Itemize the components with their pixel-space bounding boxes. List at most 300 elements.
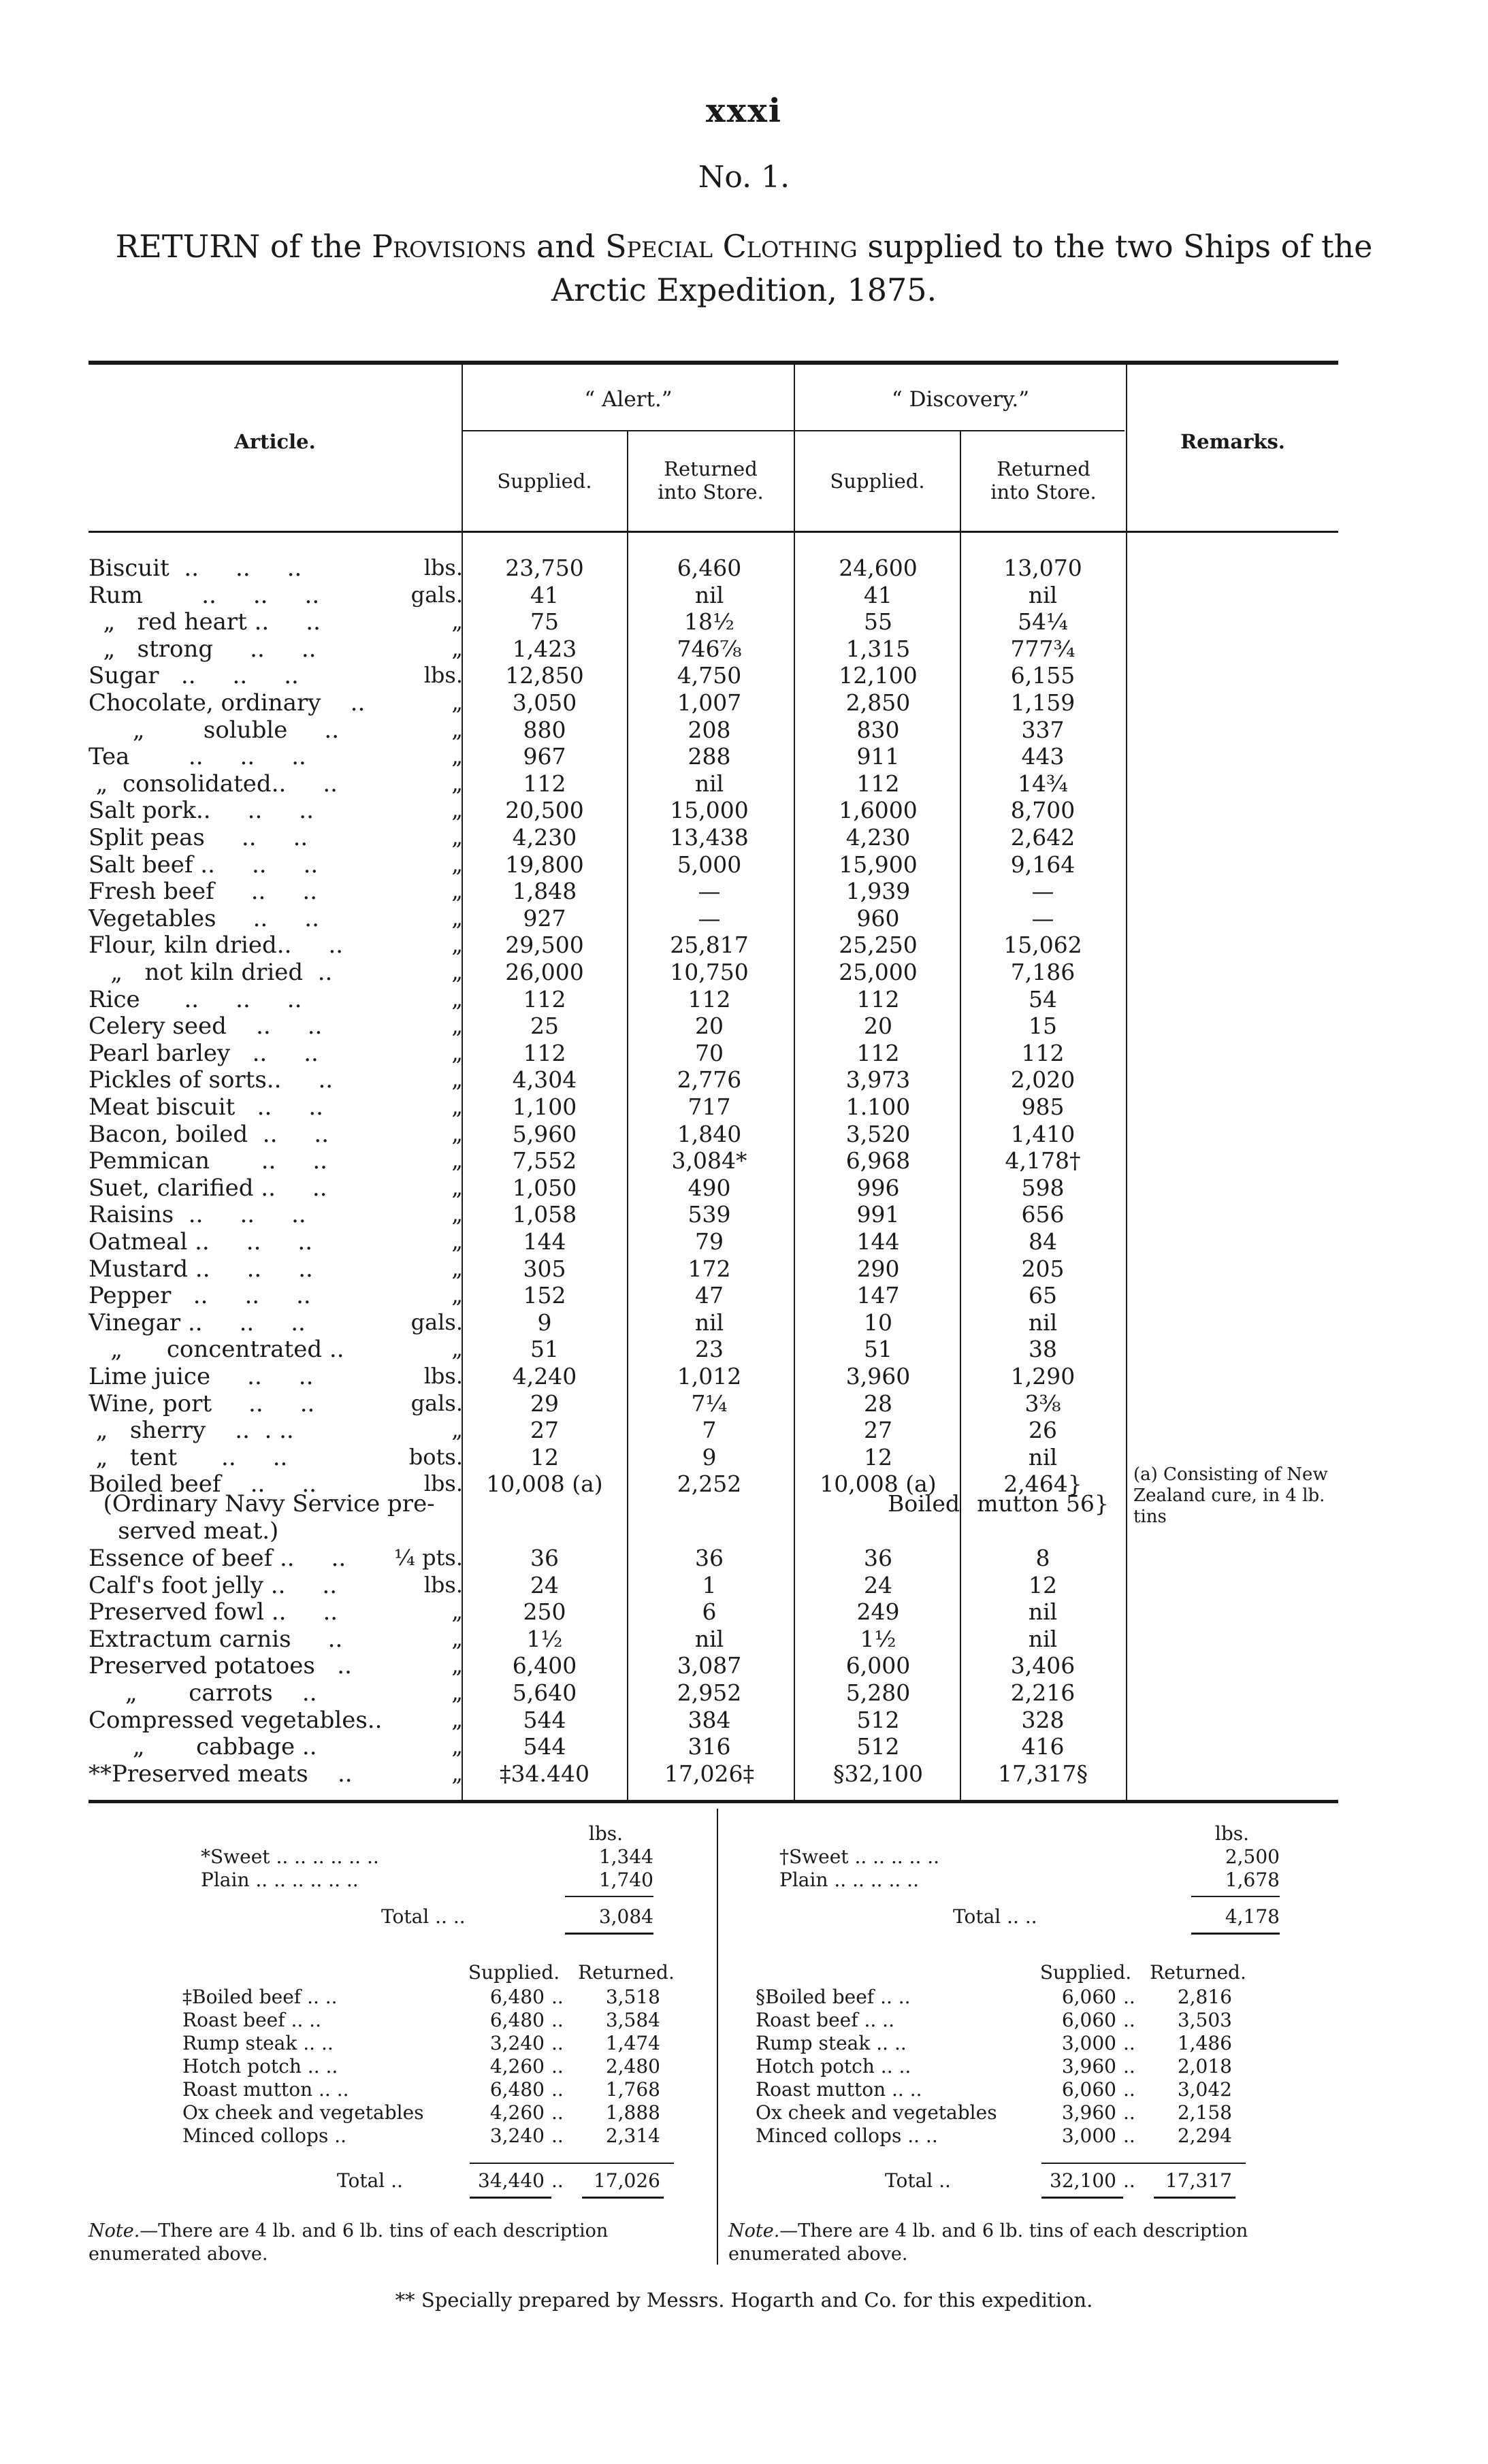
- row-value-a-ret: 208: [688, 716, 731, 743]
- row-value-d-sup: 6,000: [845, 1652, 911, 1679]
- row-article: Boiled beef .. ..: [88, 1471, 317, 1498]
- header-article: Article.: [234, 430, 316, 453]
- left-total-label: Total .. ..: [381, 1905, 466, 1928]
- boiled-beef-note-line1: (Ordinary Navy Service pre-: [88, 1490, 435, 1517]
- row-value-a-ret: 539: [688, 1201, 731, 1228]
- right-total-value: 4,178: [1225, 1905, 1280, 1928]
- right-note: [728, 2220, 1344, 2266]
- left-meat-name: Rump steak .. ..: [182, 2032, 334, 2054]
- row-value-d-sup: 12: [864, 1443, 892, 1471]
- right-meat-supplied: 3,960: [1061, 2055, 1116, 2077]
- row-unit: lbs.: [423, 1571, 463, 1598]
- row-value-a-ret: 2,252: [677, 1471, 742, 1498]
- row-value-a-sup: 4,304: [512, 1066, 577, 1094]
- row-value-a-ret: 1,012: [677, 1363, 742, 1390]
- row-value-a-ret: 13,438: [670, 824, 749, 851]
- left-meat-supplied: 6,480: [489, 2078, 545, 2101]
- row-value-a-sup: 152: [523, 1282, 566, 1309]
- row-value-d-sup: 55: [864, 608, 892, 636]
- left-sweet-value: 1,344: [598, 1845, 653, 1868]
- row-value-a-ret: —: [698, 904, 721, 932]
- row-value-d-sup: 3,960: [845, 1363, 911, 1390]
- row-article: Chocolate, ordinary ..: [88, 689, 366, 717]
- right-meat-supplied: 3,000: [1061, 2032, 1116, 2054]
- row-value-a-sup: 26,000: [505, 959, 584, 985]
- row-value-d-sup: 24: [864, 1571, 892, 1598]
- row-article: Essence of beef .. ..: [88, 1545, 346, 1572]
- row-value-d-sup: 12,100: [839, 662, 918, 689]
- right-meat-name: §Boiled beef .. ..: [756, 1986, 911, 2008]
- left-meats-total-ret: 17,026: [594, 2169, 660, 2192]
- row-value-d-sup: 112: [856, 985, 900, 1013]
- row-article: Calf's foot jelly .. ..: [88, 1571, 338, 1599]
- row-unit: „: [451, 1201, 463, 1228]
- row-unit: „: [451, 1255, 463, 1281]
- title-word: Special Clothing: [605, 228, 858, 265]
- leader-dots: ..: [1123, 2078, 1135, 2101]
- row-value-d-sup: 4,230: [845, 824, 911, 851]
- row-value-d-ret: 15,062: [1003, 932, 1082, 959]
- header-discovery-returned: [961, 457, 1126, 504]
- page-number: xxxi: [705, 92, 783, 130]
- row-value-d-sup: 28: [864, 1390, 892, 1417]
- row-value-d-sup: 3,520: [845, 1120, 911, 1147]
- row-value-a-ret: —: [698, 878, 721, 905]
- row-article: „ not kiln dried ..: [88, 959, 333, 986]
- right-meat-supplied: 6,060: [1061, 1986, 1116, 2008]
- row-value-d-ret: 3⅜: [1024, 1390, 1061, 1417]
- leader-dots: ..: [1123, 2101, 1135, 2124]
- row-value-a-ret: 25,817: [670, 932, 749, 959]
- row-value-d-sup: 1,315: [845, 635, 911, 662]
- title-word: of the: [270, 228, 362, 265]
- row-value-a-sup: 5,640: [512, 1679, 577, 1706]
- row-article: Pickles of sorts.. ..: [88, 1066, 334, 1094]
- row-article: „ strong .. ..: [88, 635, 317, 663]
- left-meat-returned: 2,314: [605, 2124, 660, 2147]
- row-value-a-sup: 9: [537, 1309, 552, 1336]
- row-article: Split peas .. ..: [88, 824, 308, 851]
- row-article: Meat biscuit .. ..: [88, 1094, 323, 1121]
- row-value-a-sup: 10,008 (a): [486, 1471, 603, 1498]
- left-meat-supplied: 3,240: [489, 2032, 545, 2054]
- discovery-mutton-label: mutton 56}: [977, 1490, 1109, 1517]
- leader-dots: ..: [551, 2055, 564, 2077]
- row-value-a-ret: 23: [695, 1336, 724, 1363]
- row-unit: „: [451, 932, 463, 958]
- row-value-d-ret: 656: [1021, 1201, 1065, 1228]
- row-article: Vinegar .. .. ..: [88, 1309, 306, 1336]
- leader-dots: ..: [1123, 2009, 1135, 2031]
- leader-dots: ..: [1123, 2032, 1135, 2054]
- row-value-d-ret: 54¼: [1018, 608, 1068, 636]
- row-value-d-ret: 328: [1021, 1706, 1065, 1733]
- row-value-a-ret: 316: [688, 1733, 731, 1760]
- row-value-d-ret: 598: [1021, 1174, 1065, 1201]
- row-value-d-sup: 20: [864, 1013, 892, 1040]
- row-value-a-sup: 25: [530, 1013, 559, 1040]
- row-value-d-sup: 3,973: [845, 1066, 911, 1094]
- row-value-a-sup: 6,400: [512, 1652, 577, 1679]
- boiled-beef-note-line2: served meat.): [88, 1517, 279, 1545]
- title-word: supplied to the two Ships of the: [867, 228, 1373, 265]
- row-unit: „: [451, 1282, 463, 1309]
- row-value-d-ret: 777¾: [1010, 635, 1075, 662]
- row-value-d-ret: nil: [1028, 1309, 1058, 1336]
- left-meats-underline: [582, 2197, 664, 2199]
- row-article: Oatmeal .. .. ..: [88, 1228, 313, 1255]
- row-value-d-sup: 1,939: [845, 878, 911, 905]
- row-value-a-sup: 250: [523, 1598, 566, 1626]
- row-value-d-ret: 84: [1029, 1228, 1057, 1255]
- right-meats-underline: [1041, 2197, 1123, 2199]
- row-value-d-ret: nil: [1028, 1625, 1058, 1652]
- left-total-rule: [565, 1896, 653, 1897]
- left-note-label: Note.: [88, 2220, 140, 2241]
- row-value-d-ret: 2,216: [1010, 1679, 1075, 1706]
- row-value-a-sup: 112: [523, 1039, 566, 1066]
- row-value-d-ret: 14¾: [1018, 770, 1068, 797]
- left-lbs: lbs.: [588, 1822, 624, 1845]
- row-value-a-ret: 4,750: [677, 662, 742, 689]
- row-article: Preserved potatoes ..: [88, 1652, 352, 1680]
- row-value-a-ret: 746⅞: [677, 635, 742, 662]
- row-value-a-ret: 7: [702, 1417, 717, 1444]
- row-value-a-ret: 6,460: [677, 555, 742, 581]
- row-value-d-ret: 4,178†: [1005, 1147, 1081, 1174]
- row-value-a-ret: 36: [695, 1545, 724, 1571]
- row-value-d-ret: 15: [1029, 1013, 1057, 1040]
- right-meat-name: Hotch potch .. ..: [756, 2055, 911, 2077]
- row-value-a-ret: nil: [694, 770, 724, 797]
- row-value-d-ret: 337: [1021, 716, 1065, 743]
- row-value-a-ret: 1: [702, 1571, 717, 1598]
- row-value-a-ret: nil: [694, 581, 724, 608]
- discovery-boiled-label: Boiled: [888, 1490, 960, 1517]
- right-plain-value: 1,678: [1225, 1869, 1280, 1891]
- row-value-d-sup: 112: [856, 770, 900, 797]
- right-meat-returned: 2,018: [1177, 2055, 1232, 2077]
- header-discovery: “ Discovery.”: [891, 387, 1030, 412]
- row-value-a-sup: 23,750: [505, 555, 584, 581]
- row-value-a-ret: 112: [688, 985, 731, 1013]
- row-value-d-ret: 26: [1029, 1417, 1057, 1444]
- right-meat-returned: 2,158: [1177, 2101, 1232, 2124]
- row-value-d-ret: —: [1031, 878, 1054, 905]
- row-unit: ¼ pts.: [393, 1545, 463, 1571]
- left-total-underline: [565, 1933, 653, 1935]
- row-article: Vegetables .. ..: [88, 904, 319, 932]
- row-value-a-ret: 20: [695, 1013, 724, 1040]
- row-unit: „: [451, 797, 463, 823]
- row-value-a-ret: 717: [688, 1094, 731, 1120]
- row-value-a-ret: 2,776: [677, 1066, 742, 1094]
- row-value-d-ret: 17,317§: [998, 1760, 1088, 1787]
- row-unit: „: [451, 904, 463, 931]
- row-value-a-ret: nil: [694, 1309, 724, 1336]
- row-unit: „: [451, 1039, 463, 1066]
- left-meat-supplied: 3,240: [489, 2124, 545, 2147]
- row-article: Pepper .. .. ..: [88, 1282, 311, 1310]
- row-unit: „: [451, 959, 463, 985]
- right-meats-underline: [1154, 2197, 1235, 2199]
- leader-dots: ..: [551, 2032, 564, 2054]
- row-value-a-ret: 70: [695, 1039, 724, 1066]
- right-note-text: —There are 4 lb. and 6 lb. tins of each description enumerated above.: [728, 2220, 1248, 2265]
- row-value-d-sup: 5,280: [845, 1679, 911, 1706]
- row-value-d-sup: 41: [864, 581, 892, 608]
- row-unit: bots.: [408, 1443, 463, 1470]
- table-top-rule: [88, 361, 1338, 365]
- left-meats-underline: [470, 2197, 551, 2199]
- row-value-d-sup: 51: [864, 1336, 892, 1363]
- row-unit: „: [451, 1013, 463, 1039]
- title-word: Provisions: [372, 228, 527, 265]
- row-unit: „: [451, 1625, 463, 1652]
- row-value-d-ret: 7,186: [1010, 959, 1075, 985]
- row-unit: „: [451, 1679, 463, 1705]
- row-unit: lbs.: [423, 555, 463, 580]
- row-value-a-ret: 6: [702, 1598, 717, 1626]
- row-value-d-sup: 1.100: [845, 1094, 911, 1120]
- row-value-a-sup: 36: [530, 1545, 559, 1571]
- row-unit: lbs.: [423, 1363, 463, 1389]
- left-supplied-header: Supplied.: [468, 1961, 560, 1984]
- right-meat-returned: 2,816: [1177, 1986, 1232, 2008]
- right-sweet-label: †Sweet .. .. .. .. ..: [779, 1845, 940, 1868]
- right-meat-name: Minced collops .. ..: [756, 2124, 938, 2147]
- left-meat-returned: 3,584: [605, 2009, 660, 2031]
- row-value-a-sup: 1½: [526, 1625, 563, 1652]
- header-alert-returned: [628, 457, 794, 504]
- left-meat-name: Roast mutton .. ..: [182, 2078, 349, 2101]
- row-value-d-ret: 443: [1021, 743, 1065, 770]
- row-unit: „: [451, 608, 463, 635]
- left-meat-name: Roast beef .. ..: [182, 2009, 321, 2031]
- left-meats-total-sup: 34,440: [478, 2169, 545, 2192]
- right-meat-name: Ox cheek and vegetables: [756, 2101, 997, 2124]
- row-unit: „: [451, 770, 463, 796]
- document-number: No. 1.: [698, 160, 790, 195]
- left-meat-supplied: 4,260: [489, 2055, 545, 2077]
- row-article: Bacon, boiled .. ..: [88, 1120, 329, 1148]
- header-returned-line2: into Store.: [990, 480, 1097, 504]
- row-value-a-ret: nil: [694, 1625, 724, 1652]
- row-value-d-ret: 1,159: [1010, 689, 1075, 716]
- page-title: [82, 225, 1406, 312]
- leader-dots: ..: [1123, 2055, 1135, 2077]
- row-value-a-sup: 29: [530, 1390, 559, 1417]
- row-value-a-sup: 1,100: [512, 1094, 577, 1120]
- col-divider: [794, 365, 795, 1800]
- row-value-a-ret: 15,000: [670, 797, 749, 824]
- row-value-d-sup: 36: [864, 1545, 892, 1571]
- row-article: Tea .. .. ..: [88, 743, 306, 771]
- row-value-d-sup: 25,250: [839, 932, 918, 959]
- row-article: „ consolidated.. ..: [88, 770, 338, 798]
- row-article: Wine, port .. ..: [88, 1390, 315, 1417]
- right-note-label: Note.: [728, 2220, 780, 2241]
- row-article: Compressed vegetables..: [88, 1706, 383, 1734]
- row-value-d-sup: 830: [856, 716, 900, 743]
- row-value-a-ret: 18½: [684, 608, 734, 636]
- row-value-d-sup: 144: [856, 1228, 900, 1255]
- row-value-d-sup: 112: [856, 1039, 900, 1066]
- row-value-d-ret: 8,700: [1010, 797, 1075, 824]
- left-meat-returned: 1,474: [605, 2032, 660, 2054]
- row-value-d-ret: 9,164: [1010, 851, 1075, 878]
- row-value-d-ret: nil: [1028, 581, 1058, 608]
- row-value-d-sup: 991: [856, 1201, 900, 1228]
- leader-dots: ..: [551, 2124, 564, 2147]
- right-meat-name: Rump steak .. ..: [756, 2032, 907, 2054]
- row-article: „ cabbage ..: [88, 1733, 317, 1761]
- right-sweet-value: 2,500: [1225, 1845, 1280, 1868]
- row-value-d-ret: nil: [1028, 1443, 1058, 1471]
- footnote: ** Specially prepared by Messrs. Hogarth and Co. for this expedition.: [395, 2288, 1093, 2312]
- row-value-d-ret: 2,464}: [1003, 1471, 1082, 1498]
- row-unit: „: [451, 1336, 463, 1362]
- left-meats-rule: [470, 2163, 674, 2164]
- row-value-a-ret: 1,840: [677, 1120, 742, 1147]
- row-article: Mustard .. .. ..: [88, 1255, 313, 1283]
- right-meat-name: Roast mutton .. ..: [756, 2078, 922, 2101]
- row-unit: „: [451, 1228, 463, 1254]
- row-value-d-sup: 10,008 (a): [820, 1471, 937, 1498]
- table-bottom-rule: [88, 1800, 1338, 1803]
- row-article: Suet, clarified .. ..: [88, 1174, 327, 1202]
- left-dots: ..: [551, 2169, 564, 2192]
- row-value-a-sup: 27: [530, 1417, 559, 1444]
- left-meat-returned: 3,518: [605, 1986, 660, 2008]
- leader-dots: ..: [551, 2078, 564, 2101]
- left-plain-value: 1,740: [598, 1869, 653, 1891]
- row-unit: „: [451, 985, 463, 1012]
- left-meat-name: Minced collops ..: [182, 2124, 347, 2147]
- row-article: Sugar .. .. ..: [88, 662, 299, 690]
- row-article: „ concentrated ..: [88, 1336, 344, 1364]
- right-meat-supplied: 3,000: [1061, 2124, 1116, 2147]
- row-article: Celery seed .. ..: [88, 1013, 323, 1040]
- left-note: [88, 2220, 705, 2266]
- header-discovery-supplied: Supplied.: [830, 470, 925, 493]
- row-value-a-ret: 3,084*: [671, 1147, 747, 1174]
- row-value-a-sup: 75: [530, 608, 559, 636]
- row-value-d-sup: 6,968: [845, 1147, 911, 1174]
- row-value-d-sup: 27: [864, 1417, 892, 1444]
- title-line2: Arctic Expedition, 1875.: [551, 272, 937, 308]
- row-value-d-ret: 112: [1021, 1039, 1065, 1066]
- row-unit: „: [451, 1147, 463, 1174]
- row-unit: „: [451, 1733, 463, 1760]
- row-unit: „: [451, 1094, 463, 1119]
- left-meat-name: Ox cheek and vegetables: [182, 2101, 424, 2124]
- row-article: Biscuit .. .. ..: [88, 555, 302, 582]
- left-meat-returned: 2,480: [605, 2055, 660, 2077]
- row-article: **Preserved meats ..: [88, 1760, 353, 1788]
- row-value-d-sup: 15,900: [839, 851, 918, 878]
- row-value-d-sup: 996: [856, 1174, 900, 1201]
- left-meat-supplied: 4,260: [489, 2101, 545, 2124]
- row-article: „ soluble ..: [88, 716, 340, 744]
- row-article: Rice .. .. ..: [88, 985, 302, 1013]
- row-value-d-ret: 985: [1021, 1094, 1065, 1120]
- row-value-a-sup: 20,500: [505, 797, 584, 824]
- row-article: Pemmican .. ..: [88, 1147, 327, 1175]
- right-meat-name: Roast beef .. ..: [756, 2009, 894, 2031]
- right-plain-label: Plain .. .. .. .. ..: [779, 1869, 919, 1891]
- row-unit: „: [451, 1652, 463, 1679]
- row-value-d-ret: 38: [1029, 1336, 1057, 1363]
- row-unit: „: [451, 1417, 463, 1443]
- row-value-a-sup: 7,552: [512, 1147, 577, 1174]
- row-value-d-sup: 2,850: [845, 689, 911, 716]
- row-value-a-ret: 47: [695, 1282, 724, 1309]
- right-meat-returned: 1,486: [1177, 2032, 1232, 2054]
- row-value-a-sup: 880: [523, 716, 566, 743]
- row-value-a-sup: 927: [523, 904, 566, 932]
- row-unit: „: [451, 1066, 463, 1093]
- row-unit: lbs.: [423, 1471, 463, 1497]
- right-supplied-header: Supplied.: [1039, 1961, 1132, 1984]
- row-value-a-ret: 10,750: [670, 959, 749, 985]
- row-value-d-sup: 1½: [860, 1625, 896, 1652]
- row-value-a-ret: 172: [688, 1255, 731, 1282]
- row-article: „ tent .. ..: [88, 1443, 288, 1471]
- right-lbs: lbs.: [1214, 1822, 1250, 1845]
- row-value-d-sup: §32,100: [833, 1760, 923, 1787]
- remark-a: (a) Consisting of New Zealand cure, in 4 lb. tins: [1133, 1464, 1328, 1527]
- leader-dots: ..: [551, 2101, 564, 2124]
- row-value-d-sup: 24,600: [839, 555, 918, 581]
- row-value-a-ret: 288: [688, 743, 731, 770]
- right-meat-returned: 2,294: [1177, 2124, 1232, 2147]
- row-value-a-ret: 2,952: [677, 1679, 742, 1706]
- right-meat-supplied: 3,960: [1061, 2101, 1116, 2124]
- row-unit: „: [451, 878, 463, 904]
- row-article: „ sherry .. . ..: [88, 1417, 294, 1445]
- right-meat-supplied: 6,060: [1061, 2078, 1116, 2101]
- row-unit: „: [451, 824, 463, 850]
- row-value-d-sup: 249: [856, 1598, 900, 1626]
- row-value-a-sup: 1,848: [512, 878, 577, 905]
- leader-dots: ..: [551, 2009, 564, 2031]
- row-unit: „: [451, 851, 463, 877]
- row-value-a-sup: 544: [523, 1733, 566, 1760]
- row-value-d-ret: 65: [1029, 1282, 1057, 1309]
- row-value-d-sup: 1,6000: [839, 797, 918, 824]
- row-article: Fresh beef .. ..: [88, 878, 318, 906]
- row-value-d-ret: 205: [1021, 1255, 1065, 1282]
- row-value-a-sup: 1,050: [512, 1174, 577, 1201]
- row-value-a-ret: 3,087: [677, 1652, 742, 1679]
- row-value-d-sup: 960: [856, 904, 900, 932]
- row-value-a-sup: 41: [530, 581, 559, 608]
- right-meats-total-sup: 32,100: [1050, 2169, 1116, 2192]
- row-article: „ carrots ..: [88, 1679, 317, 1707]
- left-meat-name: Hotch potch .. ..: [182, 2055, 338, 2077]
- row-value-d-sup: 512: [856, 1733, 900, 1760]
- right-total-underline: [1191, 1933, 1280, 1935]
- leader-dots: ..: [551, 1986, 564, 2008]
- row-value-a-ret: 1,007: [677, 689, 742, 716]
- row-value-a-sup: 4,230: [512, 824, 577, 851]
- row-unit: „: [451, 1598, 463, 1625]
- row-value-d-sup: 290: [856, 1255, 900, 1282]
- row-unit: lbs.: [423, 662, 463, 689]
- row-unit: gals.: [410, 1309, 463, 1335]
- row-value-d-ret: 1,410: [1010, 1120, 1075, 1147]
